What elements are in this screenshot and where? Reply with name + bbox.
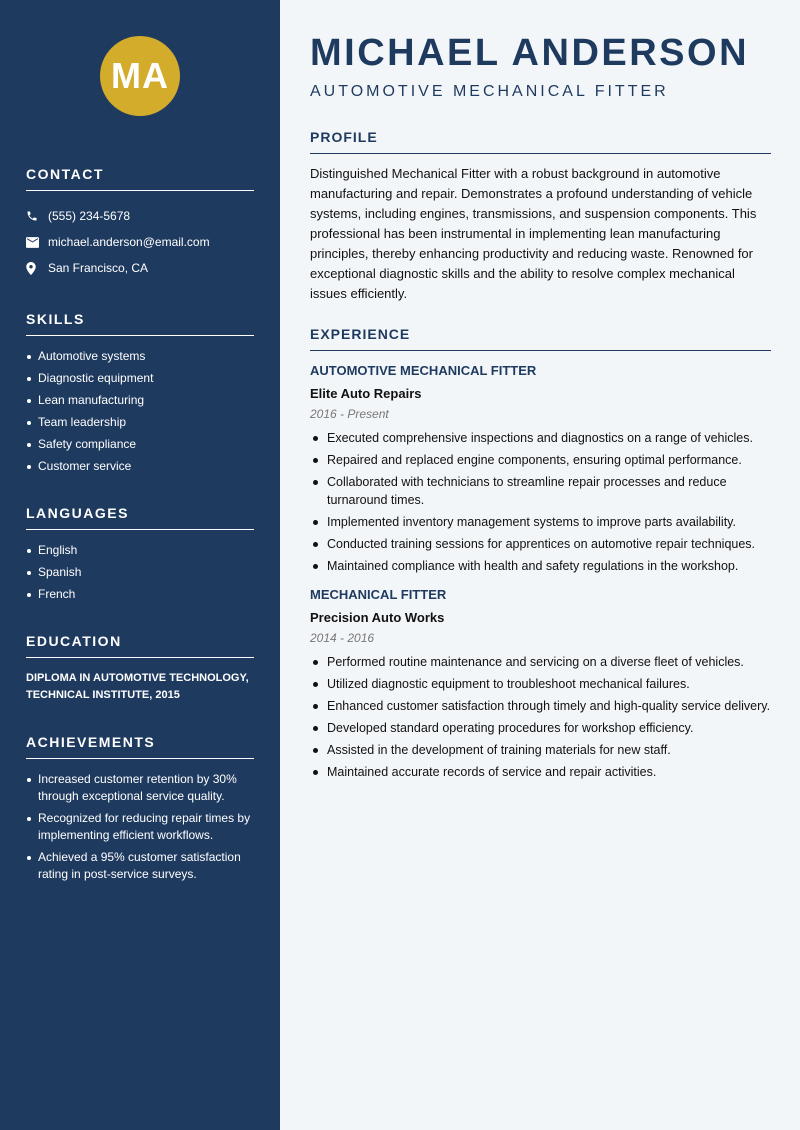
job-bullets [310,653,771,781]
email-icon [26,237,48,248]
profile-section [310,129,771,304]
job-bullet: Developed standard operating procedures for workshop efficiency. [310,719,771,737]
language-item: French [26,586,254,603]
job-bullets [310,429,771,575]
achievements-list [26,771,254,883]
job-bullet: Collaborated with technicians to streamline repair processes and reduce turnaround times. [310,473,771,509]
language-item: English [26,542,254,559]
avatar [100,36,180,116]
skill-item: Automotive systems [26,348,254,365]
candidate-name: MICHAEL ANDERSON [310,32,750,74]
contact-email [26,229,254,255]
sidebar [0,0,280,1130]
job-bullet: Performed routine maintenance and servicing on a diverse fleet of vehicles. [310,653,771,671]
job-bullet: Maintained accurate records of service and repair activities. [310,763,771,781]
job-entry [310,363,771,575]
job-title: MECHANICAL FITTER [310,587,447,602]
job-bullet: Maintained compliance with health and safety regulations in the workshop. [310,557,771,575]
skill-item: Safety compliance [26,436,254,453]
job-bullet: Executed comprehensive inspections and diagnostics on a range of vehicles. [310,429,771,447]
location-pin-icon [26,262,48,275]
profile-heading: PROFILE [310,129,771,154]
candidate-title: AUTOMOTIVE MECHANICAL FITTER [310,83,669,100]
job-company: Precision Auto Works [310,610,445,625]
achievement-item: Achieved a 95% customer satisfaction rating in post-service surveys. [26,849,254,883]
languages-list [26,542,254,603]
profile-text: Distinguished Mechanical Fitter with a robust background in automotive manufacturing and repair. Demonstrates a profound understanding of vehicle systems, including engines, transmissions, and suspension components. This professional has been instrumental in implementing lean manufacturing principles, thereby enhancing productivity and reducing waste. Renowned for exceptional diagnostic skills and the ability to resolve complex mechanical issues efficiently. [310,166,757,301]
avatar-initials: MA [111,55,169,96]
contact-section [26,166,254,281]
achievement-item: Increased customer retention by 30% through exceptional service quality. [26,771,254,805]
main-content [280,0,800,1130]
job-dates: 2014 - 2016 [310,631,375,645]
languages-heading: LANGUAGES [26,505,254,530]
education-heading: EDUCATION [26,633,254,658]
education-entry: DIPLOMA IN AUTOMOTIVE TECHNOLOGY, TECHNICAL INSTITUTE, 2015 [26,672,249,701]
achievement-item: Recognized for reducing repair times by implementing efficient workflows. [26,810,254,844]
contact-location [26,255,254,281]
job-bullet: Assisted in the development of training materials for new staff. [310,741,771,759]
languages-section [26,505,254,603]
contact-heading: CONTACT [26,166,254,191]
job-bullet: Utilized diagnostic equipment to troubleshoot mechanical failures. [310,675,771,693]
job-title: AUTOMOTIVE MECHANICAL FITTER [310,363,537,378]
phone-icon [26,210,48,222]
achievements-heading: ACHIEVEMENTS [26,734,254,759]
contact-location-text: San Francisco, CA [48,261,149,275]
job-bullet: Enhanced customer satisfaction through timely and high-quality service delivery. [310,697,771,715]
job-dates: 2016 - Present [310,407,389,421]
contact-phone [26,203,254,229]
skill-item: Diagnostic equipment [26,370,254,387]
skills-heading: SKILLS [26,311,254,336]
skill-item: Lean manufacturing [26,392,254,409]
experience-heading: EXPERIENCE [310,326,771,351]
education-section [26,633,254,704]
job-bullet: Repaired and replaced engine components, ensuring optimal performance. [310,451,771,469]
skills-list [26,348,254,475]
achievements-section [26,734,254,883]
skill-item: Customer service [26,458,254,475]
skill-item: Team leadership [26,414,254,431]
job-entry [310,587,771,781]
job-bullet: Conducted training sessions for apprentices on automotive repair techniques. [310,535,771,553]
contact-phone-text: (555) 234-5678 [48,209,131,223]
job-company: Elite Auto Repairs [310,386,422,401]
contact-email-text[interactable]: michael.anderson@email.com [48,235,210,249]
language-item: Spanish [26,564,254,581]
skills-section [26,311,254,475]
job-bullet: Implemented inventory management systems to improve parts availability. [310,513,771,531]
experience-section [310,326,771,781]
